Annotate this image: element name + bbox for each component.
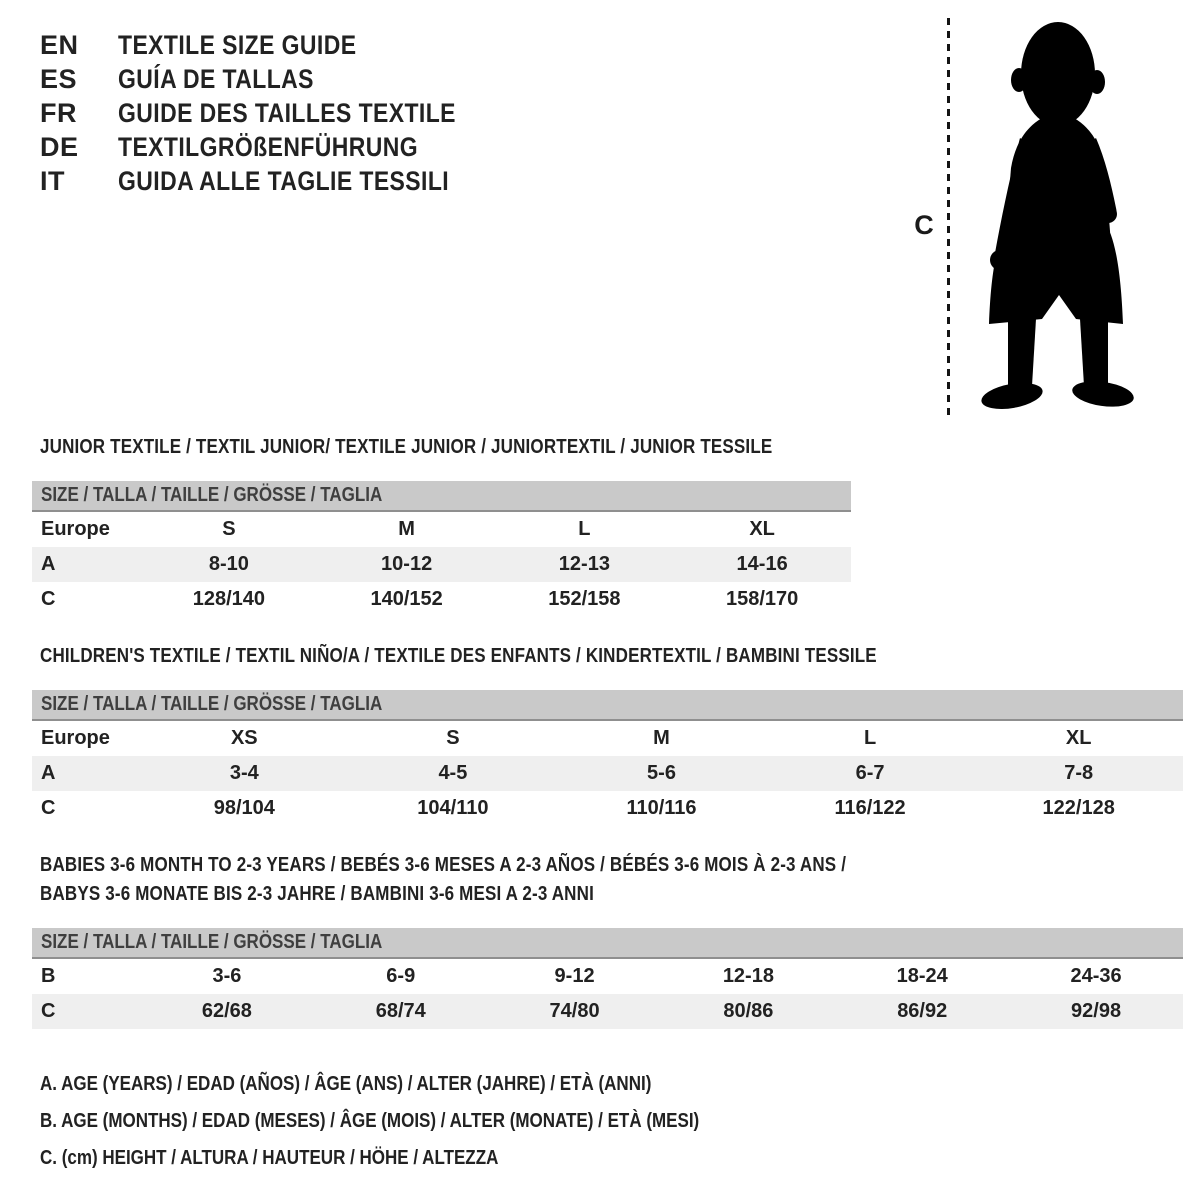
child-height-figure	[0, 0, 1200, 430]
size-cell: 86/92	[897, 1000, 948, 1022]
language-title: GUIDE DES TAILLES TEXTILE	[118, 97, 456, 128]
size-cell: 12-18	[722, 965, 774, 987]
language-code: EN	[40, 29, 79, 60]
size-cell: 5-6	[647, 762, 676, 784]
measure-legend	[40, 1066, 816, 1177]
height-measure-label: C	[914, 210, 934, 240]
table-row	[32, 547, 851, 582]
table-rows	[32, 721, 1183, 826]
size-cell: 24-36	[1070, 965, 1122, 987]
babies-size-table	[32, 928, 1183, 1029]
size-header-bar	[32, 928, 1183, 959]
size-cell: 12-13	[558, 553, 610, 575]
size-cell: 140/152	[370, 588, 443, 610]
row-label: C	[41, 588, 56, 610]
row-label: Europe	[41, 518, 110, 540]
size-cell: 6-7	[855, 762, 885, 784]
size-cell: 14-16	[736, 553, 788, 575]
size-cell: 18-24	[896, 965, 948, 987]
row-label: A	[41, 553, 56, 575]
size-cell: L	[863, 727, 877, 749]
children-section-heading	[40, 642, 1024, 671]
size-header-bar	[32, 690, 1183, 721]
language-code: DE	[40, 131, 79, 162]
size-cell: 158/170	[725, 588, 799, 610]
table-rows	[32, 959, 1183, 1029]
size-cell: 110/116	[626, 797, 697, 819]
row-label: B	[41, 965, 56, 987]
legend-line-c: C. (cm) HEIGHT / ALTURA / HAUTEUR / HÖHE / ALTEZZA	[40, 1147, 499, 1169]
size-cell: 6-9	[386, 965, 416, 987]
size-header-label: SIZE / TALLA / TAILLE / GRÖSSE / TAGLIA	[41, 484, 383, 506]
size-cell: XS	[230, 727, 258, 749]
size-cell: 116/122	[834, 797, 906, 819]
size-cell: 4-5	[438, 762, 468, 784]
table-row	[32, 721, 1183, 756]
size-header-bar	[32, 481, 851, 512]
size-cell: 98/104	[213, 797, 275, 819]
table-row	[32, 756, 1183, 791]
language-code: IT	[40, 165, 65, 196]
language-title: GUIDA ALLE TAGLIE TESSILI	[118, 165, 450, 196]
size-cell: M	[653, 727, 670, 749]
table-row	[32, 791, 1183, 826]
size-header-label: SIZE / TALLA / TAILLE / GRÖSSE / TAGLIA	[41, 931, 383, 953]
heading-line: BABYS 3-6 MONATE BIS 2-3 JAHRE / BAMBINI 3-6 MESI A 2-3 ANNI	[40, 883, 594, 905]
table-row	[32, 512, 851, 547]
size-cell: S	[222, 518, 236, 540]
size-cell: 62/68	[201, 1000, 252, 1022]
legend-line-a: A. AGE (YEARS) / EDAD (AÑOS) / ÂGE (ANS) / ALTER (JAHRE) / ETÀ (ANNI)	[40, 1073, 652, 1095]
junior-size-table	[32, 481, 851, 617]
legend-line-b: B. AGE (MONTHS) / EDAD (MESES) / ÂGE (MOIS) / ALTER (MONATE) / ETÀ (MESI)	[40, 1110, 700, 1132]
size-cell: S	[446, 727, 460, 749]
row-label: C	[41, 1000, 56, 1022]
junior-section-heading	[40, 433, 902, 462]
size-cell: XL	[1065, 727, 1092, 749]
size-cell: 9-12	[554, 965, 595, 987]
size-cell: L	[578, 518, 591, 540]
babies-section-heading	[40, 851, 988, 909]
size-cell: 68/74	[375, 1000, 426, 1022]
heading-line: CHILDREN'S TEXTILE / TEXTIL NIÑO/A / TEXTILE DES ENFANTS / KINDERTEXTIL / BAMBINI TESSILE	[40, 645, 877, 667]
language-code: FR	[40, 97, 77, 128]
language-title: GUÍA DE TALLAS	[118, 63, 314, 94]
language-code: ES	[40, 63, 78, 94]
size-cell: XL	[749, 518, 775, 540]
size-header-label: SIZE / TALLA / TAILLE / GRÖSSE / TAGLIA	[41, 693, 383, 715]
table-rows	[32, 512, 851, 617]
size-cell: 7-8	[1064, 762, 1094, 784]
row-label: C	[41, 797, 56, 819]
toddler-silhouette-icon	[962, 16, 1140, 420]
size-cell: 3-4	[229, 762, 259, 784]
heading-line: BABIES 3-6 MONTH TO 2-3 YEARS / BEBÉS 3-6 MESES A 2-3 AÑOS / BÉBÉS 3-6 MOIS À 2-3 ANS /	[40, 854, 847, 876]
table-row	[32, 959, 1183, 994]
size-cell: 152/158	[548, 588, 621, 610]
children-size-table	[32, 690, 1183, 826]
language-title: TEXTILGRÖßENFÜHRUNG	[118, 131, 419, 162]
height-measure-dashed-line	[947, 18, 950, 415]
size-cell: 122/128	[1042, 797, 1115, 819]
heading-line: JUNIOR TEXTILE / TEXTIL JUNIOR/ TEXTILE JUNIOR / JUNIORTEXTIL / JUNIOR TESSILE	[40, 436, 773, 458]
table-row	[32, 994, 1183, 1029]
size-cell: M	[398, 518, 415, 540]
size-cell: 80/86	[723, 1000, 774, 1022]
row-label: Europe	[41, 727, 110, 749]
size-cell: 74/80	[549, 1000, 600, 1022]
size-cell: 128/140	[192, 588, 266, 610]
size-cell: 8-10	[208, 553, 249, 575]
row-label: A	[41, 762, 56, 784]
size-cell: 104/110	[417, 797, 489, 819]
table-row	[32, 582, 851, 617]
size-cell: 3-6	[212, 965, 242, 987]
size-cell: 92/98	[1071, 1000, 1122, 1022]
size-cell: 10-12	[381, 553, 433, 575]
language-title: TEXTILE SIZE GUIDE	[118, 29, 357, 60]
